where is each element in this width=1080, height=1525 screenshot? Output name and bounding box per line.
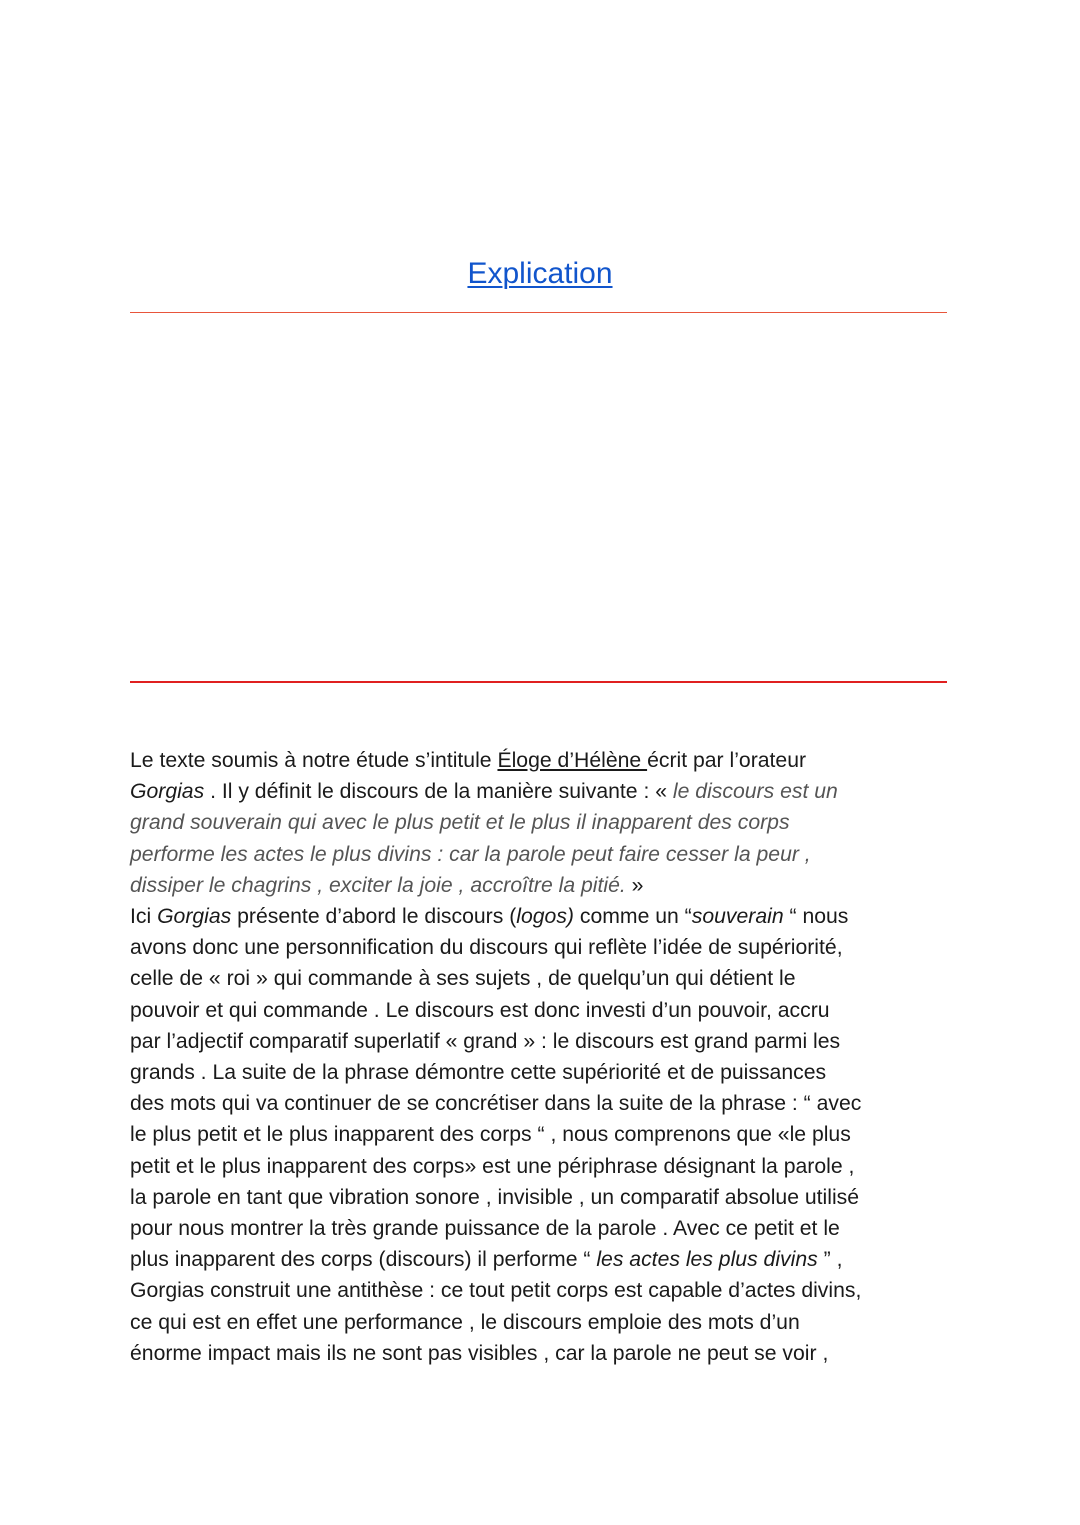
text-segment: celle de « roi » qui commande à ses sujets , de quelqu’un qui détient le <box>130 967 796 991</box>
work-title: Éloge d’Hélène <box>497 749 648 772</box>
text-line <box>130 1119 960 1150</box>
text-line <box>130 932 960 963</box>
text-segment: Le texte soumis à notre étude s’intitule <box>130 749 498 772</box>
text-segment: petit et le plus inapparent des corps» est une périphrase désignant la parole , <box>130 1154 855 1178</box>
text-segment: le plus petit et le plus inapparent des corps “ , nous comprenons que «le plus <box>130 1123 851 1147</box>
text-line <box>130 1182 960 1213</box>
text-segment: comme un “ <box>574 905 692 929</box>
text-segment: ” , <box>817 1248 843 1272</box>
text-line <box>130 807 960 838</box>
text-line <box>130 1307 960 1338</box>
text-line <box>130 745 960 776</box>
section-divider <box>130 681 947 683</box>
text-segment: présente d’abord le discours ( <box>231 905 517 929</box>
text-segment: Ici <box>130 905 158 929</box>
text-segment: des mots qui va continuer de se concrétiser dans la suite de la phrase : “ avec <box>130 1092 862 1116</box>
text-segment: par l’adjectif comparatif superlatif « grand » : le discours est grand parmi les <box>130 1029 841 1053</box>
text-segment: performe les actes le plus divins : car la parole peut faire cesser la peur , <box>130 842 811 866</box>
text-segment: pour nous montrer la très grande puissance de la parole . Avec ce petit et le <box>130 1217 840 1241</box>
text-segment: “ nous <box>783 905 849 929</box>
text-segment: grand souverain qui avec le plus petit et le plus il inapparent des corps <box>130 811 790 835</box>
text-segment: grands . La suite de la phrase démontre cette supériorité et de puissances <box>130 1061 827 1085</box>
text-line <box>130 1275 960 1306</box>
title-link[interactable]: Explication <box>467 257 613 290</box>
text-line <box>130 963 960 994</box>
body-text <box>130 745 960 1369</box>
text-segment: le discours est un <box>672 780 838 804</box>
text-segment: Gorgias construit une antithèse : ce tout petit corps est capable d’actes divins, <box>130 1279 862 1303</box>
text-line <box>130 1088 960 1119</box>
text-segment: souverain <box>691 905 784 929</box>
text-segment: avons donc une personnification du discours qui reflète l’idée de supériorité, <box>130 936 843 960</box>
text-line <box>130 776 960 807</box>
text-segment: plus inapparent des corps (discours) il performe “ <box>130 1248 597 1272</box>
text-line <box>130 995 960 1026</box>
text-segment: dissiper le chagrins , exciter la joie , accroître la pitié. <box>130 873 626 897</box>
text-line <box>130 1151 960 1182</box>
text-segment: écrit par l’orateur <box>647 749 807 772</box>
text-line <box>130 1244 960 1275</box>
text-segment: Gorgias <box>130 780 205 804</box>
page-title <box>0 254 1080 294</box>
text-segment: ce qui est en effet une performance , le discours emploie des mots d’un <box>130 1310 800 1334</box>
text-line <box>130 1338 960 1369</box>
text-line <box>130 1213 960 1244</box>
text-segment: . Il y définit le discours de la manière suivante : « <box>204 780 673 804</box>
text-segment: la parole en tant que vibration sonore , invisible , un comparatif absolue utilisé <box>130 1185 860 1209</box>
text-line <box>130 1057 960 1088</box>
text-segment: énorme impact mais ils ne sont pas visibles , car la parole ne peut se voir , <box>130 1341 829 1365</box>
text-segment: pouvoir et qui commande . Le discours est donc investi d’un pouvoir, accru <box>130 998 830 1022</box>
text-segment: logos) <box>516 905 574 929</box>
text-segment: » <box>625 873 644 897</box>
text-segment: les actes les plus divins <box>596 1248 818 1272</box>
text-line <box>130 870 960 901</box>
text-line <box>130 839 960 870</box>
text-line <box>130 1026 960 1057</box>
title-divider <box>130 312 947 313</box>
text-line <box>130 901 960 932</box>
text-segment: Gorgias <box>157 905 232 929</box>
